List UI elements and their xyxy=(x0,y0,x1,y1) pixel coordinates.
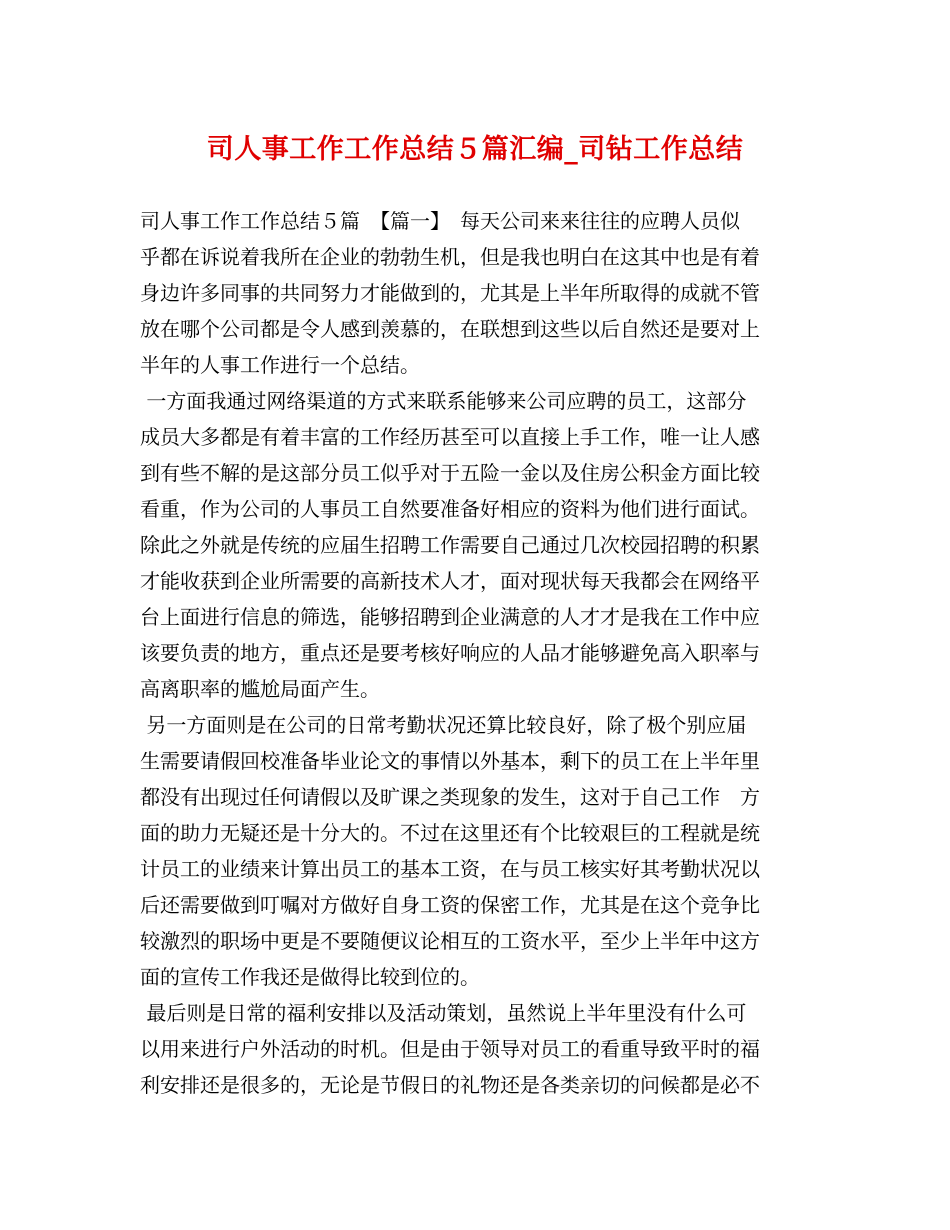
body-line: 半年的人事工作进行一个总结。 xyxy=(140,353,420,377)
body-line: 台上面进行信息的筛选，能够招聘到企业满意的人才才是我在工作中应 xyxy=(140,605,760,629)
body-line: 面的宣传工作我还是做得比较到位的。 xyxy=(140,965,480,989)
body-line: 成员大多都是有着丰富的工作经历甚至可以直接上手工作，唯一让人感 xyxy=(140,425,760,449)
body-line: 身边许多同事的共同努力才能做到的，尤其是上半年所取得的成就不管 xyxy=(140,281,760,305)
body-line: 较激烈的职场中更是不要随便议论相互的工资水平，至少上半年中这方 xyxy=(140,929,760,953)
body-line: 后还需要做到叮嘱对方做好自身工资的保密工作，尤其是在这个竞争比 xyxy=(140,893,760,917)
document-title: 司人事工作工作总结５篇汇编_司钻工作总结 xyxy=(206,134,744,165)
body-line: 最后则是日常的福利安排以及活动策划，虽然说上半年里没有什么可 xyxy=(140,1001,747,1025)
body-line: 才能收获到企业所需要的高新技术人才，面对现状每天我都会在网络平 xyxy=(140,569,760,593)
body-line: 高离职率的尴尬局面产生。 xyxy=(140,677,380,701)
body-line: 另一方面则是在公司的日常考勤状况还算比较良好，除了极个别应届 xyxy=(140,713,747,737)
body-line: 放在哪个公司都是令人感到羡慕的，在联想到这些以后自然还是要对上 xyxy=(140,317,760,341)
body-line: 计员工的业绩来计算出员工的基本工资，在与员工核实好其考勤状况以 xyxy=(140,857,760,881)
body-line: 除此之外就是传统的应届生招聘工作需要自己通过几次校园招聘的积累 xyxy=(140,533,760,557)
body-line: 都没有出现过任何请假以及旷课之类现象的发生，这对于自己工作 方 xyxy=(140,785,760,809)
body-line: 看重，作为公司的人事员工自然要准备好相应的资料为他们进行面试。 xyxy=(140,497,760,521)
body-line: 到有些不解的是这部分员工似乎对于五险一金以及住房公积金方面比较 xyxy=(140,461,760,485)
body-line: 利安排还是很多的，无论是节假日的礼物还是各类亲切的问候都是必不 xyxy=(140,1073,760,1097)
body-line: 一方面我通过网络渠道的方式来联系能够来公司应聘的员工，这部分 xyxy=(140,389,747,413)
body-line: 司人事工作工作总结５篇 【篇一】 每天公司来来往往的应聘人员似 xyxy=(140,209,740,233)
body-line: 面的助力无疑还是十分大的。不过在这里还有个比较艰巨的工程就是统 xyxy=(140,821,760,845)
body-line: 乎都在诉说着我所在企业的勃勃生机，但是我也明白在这其中也是有着 xyxy=(140,245,760,269)
body-line: 该要负责的地方，重点还是要考核好响应的人品才能够避免高入职率与 xyxy=(140,641,760,665)
body-line: 生需要请假回校准备毕业论文的事情以外基本，剩下的员工在上半年里 xyxy=(140,749,760,773)
body-line: 以用来进行户外活动的时机。但是由于领导对员工的看重导致平时的福 xyxy=(140,1037,760,1061)
document-body xyxy=(140,203,812,1103)
